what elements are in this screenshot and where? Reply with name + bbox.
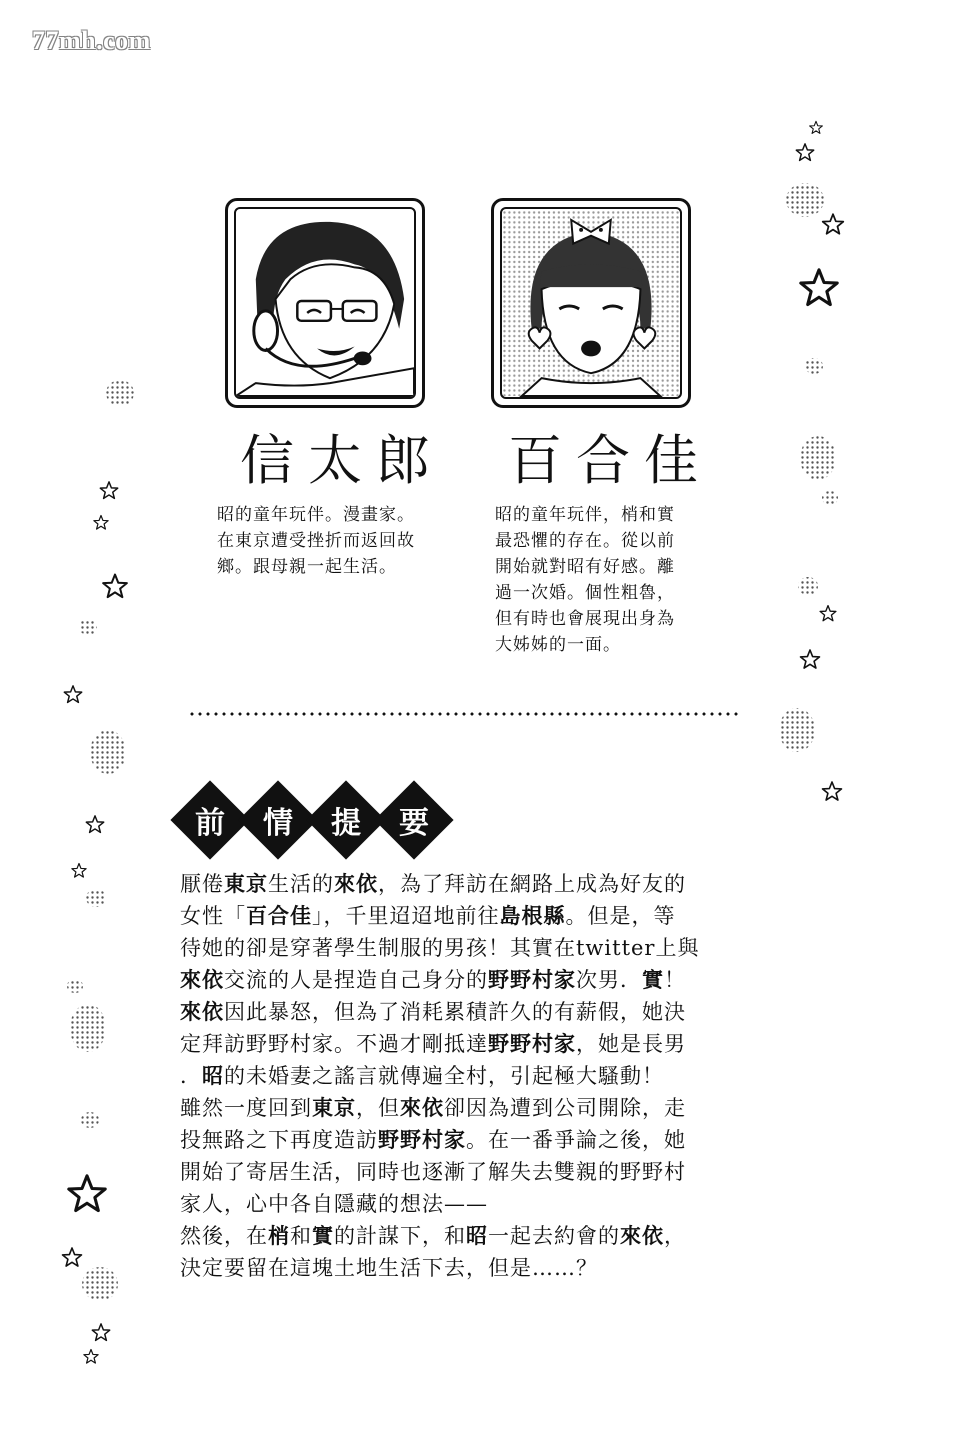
recap-text: ， (664, 1224, 686, 1248)
man-with-glasses-illustration (236, 209, 414, 397)
recap-text: 卻因為遭到公司開除，走 (444, 1096, 686, 1120)
recap-highlight: 來依 (400, 1095, 444, 1120)
recap-text: ，她是長男 (576, 1032, 686, 1056)
recap-line (180, 1060, 760, 1092)
recap-line (180, 1220, 760, 1252)
character-description-yurika: 昭的童年玩伴，梢和實 最恐懼的存在。從以前 開始就對昭有好感。離 過一次婚。個性粗魯， 但有時也會展現出身為 大姊姊的一面。 (495, 505, 675, 655)
portrait-yurika (491, 198, 691, 408)
recap-text: 然後，在 (180, 1224, 268, 1248)
recap-highlight: 實 (312, 1223, 334, 1248)
recap-heading-char: 前 (195, 806, 225, 841)
recap-text: 待她的卻是穿著學生制服的男孩！其實在twitter上與 (180, 936, 700, 960)
recap-text: 定拜訪野野村家。不過才剛抵達 (180, 1032, 488, 1056)
recap-text: 。但是，等 (565, 904, 676, 928)
portrait-shintaro (225, 198, 425, 408)
recap-text: 和 (290, 1224, 312, 1248)
recap-text: 開始了寄居生活，同時也逐漸了解失去雙親的野野村 (180, 1160, 686, 1184)
recap-highlight: 島根縣 (499, 903, 566, 928)
dotted-divider (188, 712, 738, 716)
recap-text: 決定要留在這塊土地生活下去，但是……？ (180, 1256, 598, 1280)
portrait-shintaro-art (234, 207, 416, 399)
recap-highlight: 來依 (180, 967, 224, 992)
recap-heading-char: 要 (399, 806, 429, 841)
recap-line (180, 1188, 760, 1220)
recap-text: ！ (664, 968, 686, 992)
recap-highlight: 來依 (334, 871, 378, 896)
recap-line (180, 1028, 760, 1060)
recap-line (180, 996, 760, 1028)
recap-text: 」，千里迢迢地前往 (312, 904, 500, 928)
watermark: 77mh.com (32, 26, 151, 55)
recap-text: 交流的人是捏造自己身分的 (224, 968, 488, 992)
recap-highlight: 梢 (268, 1223, 290, 1248)
portrait-yurika-art (500, 207, 682, 399)
character-name-shintaro: 信太郎 (240, 429, 444, 492)
recap-text: 雖然一度回到 (180, 1096, 312, 1120)
recap-line (180, 1252, 760, 1284)
recap-line (180, 1156, 760, 1188)
recap-text: 的未婚妻之謠言就傳遍全村，引起極大騷動！ (224, 1064, 664, 1088)
recap-text: 因此暴怒，但為了消耗累積許久的有薪假，她決 (224, 1000, 686, 1024)
recap-highlight: 百合佳 (246, 903, 312, 928)
recap-text: 的計謀下，和 (334, 1224, 466, 1248)
recap-highlight: 來依 (180, 999, 224, 1024)
recap-highlight: 實 (642, 967, 664, 992)
recap-text: 女性「 (180, 904, 246, 928)
recap-line (180, 868, 760, 900)
recap-line (180, 900, 760, 932)
recap-line (180, 1124, 760, 1156)
recap-heading-diamond (374, 780, 453, 859)
recap-text: 生活的 (268, 872, 334, 896)
recap-highlight: 昭 (202, 1063, 224, 1088)
recap-highlight: 東京 (224, 871, 268, 896)
character-description-shintaro: 昭的童年玩伴。漫畫家。 在東京遭受挫折而返回故 鄉。跟母親一起生活。 (217, 505, 415, 577)
recap-highlight: 野野村家 (488, 967, 576, 992)
recap-heading (178, 792, 446, 848)
recap-text: 厭倦 (180, 872, 224, 896)
recap-text: 家人，心中各自隱藏的想法—— (180, 1192, 488, 1216)
recap-text: ，為了拜訪在網路上成為好友的 (378, 872, 686, 896)
recap-highlight: 來依 (620, 1223, 664, 1248)
recap-heading-char: 情 (263, 806, 293, 841)
recap-line (180, 932, 760, 964)
recap-heading-char: 提 (331, 806, 361, 841)
recap-story-text (180, 868, 760, 1284)
recap-text: ，但 (356, 1096, 400, 1120)
recap-text: 次男． (576, 968, 642, 992)
recap-highlight: 昭 (466, 1223, 488, 1248)
recap-text: 投無路之下再度造訪 (180, 1128, 378, 1152)
character-name-yurika: 百合佳 (508, 429, 712, 492)
recap-highlight: 野野村家 (378, 1127, 466, 1152)
recap-line (180, 964, 760, 996)
recap-highlight: 東京 (312, 1095, 356, 1120)
recap-text: ． (180, 1064, 202, 1088)
recap-highlight: 野野村家 (488, 1031, 576, 1056)
recap-line (180, 1092, 760, 1124)
recap-text: 。在一番爭論之後，她 (466, 1128, 686, 1152)
woman-with-bow-illustration (502, 209, 680, 397)
recap-text: 一起去約會的 (488, 1224, 620, 1248)
